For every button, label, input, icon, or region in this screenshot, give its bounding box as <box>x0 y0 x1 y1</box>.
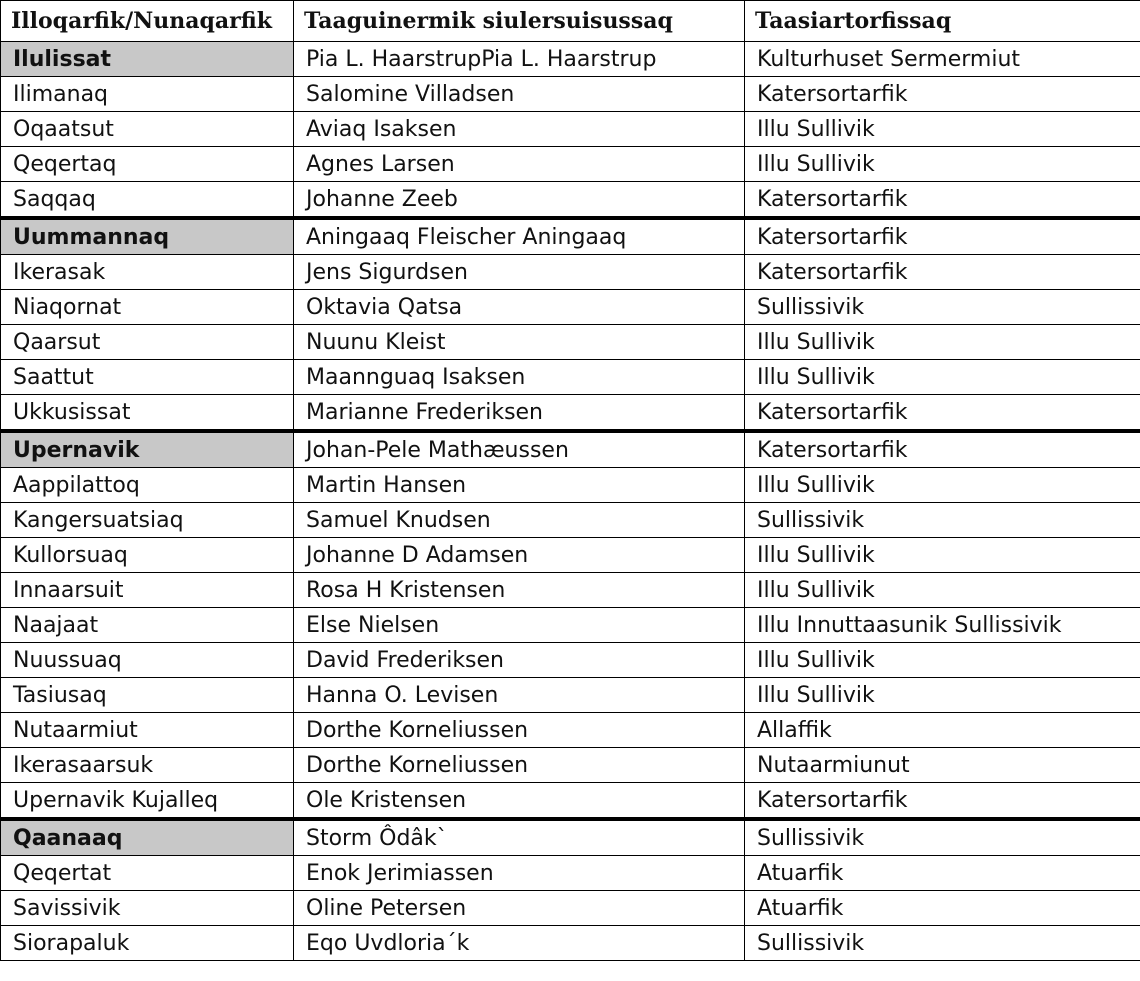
cell-place: Uummannaq <box>1 218 294 255</box>
cell-leader: Oline Petersen <box>294 891 745 926</box>
cell-leader: Johanne D Adamsen <box>294 538 745 573</box>
cell-leader: Ole Kristensen <box>294 783 745 820</box>
table-row-region <box>1 819 1140 856</box>
cell-leader: Storm Ôdâk` <box>294 819 745 856</box>
cell-venue: Sullissivik <box>745 926 1140 961</box>
cell-leader: Aviaq Isaksen <box>294 112 745 147</box>
cell-leader: Hanna O. Levisen <box>294 678 745 713</box>
cell-leader: Dorthe Korneliussen <box>294 713 745 748</box>
cell-place: Savissivik <box>1 891 294 926</box>
cell-place: Oqaatsut <box>1 112 294 147</box>
table-row <box>1 926 1140 961</box>
cell-leader: Johan-Pele Mathæussen <box>294 431 745 468</box>
cell-place: Upernavik <box>1 431 294 468</box>
table-row <box>1 112 1140 147</box>
cell-place: Qaanaaq <box>1 819 294 856</box>
cell-leader: David Frederiksen <box>294 643 745 678</box>
cell-leader: Martin Hansen <box>294 468 745 503</box>
cell-venue: Illu Sullivik <box>745 325 1140 360</box>
cell-leader: Maannguaq Isaksen <box>294 360 745 395</box>
cell-venue: Katersortarfik <box>745 395 1140 432</box>
cell-venue: Illu Sullivik <box>745 643 1140 678</box>
table-row <box>1 748 1140 783</box>
cell-venue: Kulturhuset Sermermiut <box>745 42 1140 77</box>
cell-place: Ilimanaq <box>1 77 294 112</box>
cell-place: Qeqertat <box>1 856 294 891</box>
cell-leader: Eqo Uvdloria´k <box>294 926 745 961</box>
cell-leader: Johanne Zeeb <box>294 182 745 219</box>
cell-venue: Sullissivik <box>745 819 1140 856</box>
table-row <box>1 395 1140 432</box>
cell-leader: Oktavia Qatsa <box>294 290 745 325</box>
table-row <box>1 503 1140 538</box>
table-body <box>1 42 1140 961</box>
cell-venue: Sullissivik <box>745 503 1140 538</box>
table-row <box>1 643 1140 678</box>
cell-venue: Illu Sullivik <box>745 678 1140 713</box>
cell-place: Tasiusaq <box>1 678 294 713</box>
cell-leader: Salomine Villadsen <box>294 77 745 112</box>
header-venue: Taasiartorfissaq <box>745 1 1140 42</box>
table-row-region <box>1 431 1140 468</box>
cell-place: Niaqornat <box>1 290 294 325</box>
table-row <box>1 290 1140 325</box>
cell-venue: Sullissivik <box>745 290 1140 325</box>
cell-place: Kangersuatsiaq <box>1 503 294 538</box>
table-row <box>1 255 1140 290</box>
cell-leader: Jens Sigurdsen <box>294 255 745 290</box>
cell-venue: Katersortarfik <box>745 218 1140 255</box>
cell-leader: Agnes Larsen <box>294 147 745 182</box>
cell-place: Qeqertaq <box>1 147 294 182</box>
cell-place: Saqqaq <box>1 182 294 219</box>
cell-place: Kullorsuaq <box>1 538 294 573</box>
table-row <box>1 713 1140 748</box>
table-row <box>1 891 1140 926</box>
table-row <box>1 360 1140 395</box>
cell-leader: Else Nielsen <box>294 608 745 643</box>
cell-venue: Atuarfik <box>745 891 1140 926</box>
header-leader: Taaguinermik siulersuisussaq <box>294 1 745 42</box>
cell-place: Aappilattoq <box>1 468 294 503</box>
table-row <box>1 783 1140 820</box>
cell-place: Qaarsut <box>1 325 294 360</box>
header-row <box>1 1 1140 42</box>
cell-venue: Illu Innuttaasunik Sullissivik <box>745 608 1140 643</box>
cell-leader: Nuunu Kleist <box>294 325 745 360</box>
cell-leader: Rosa H Kristensen <box>294 573 745 608</box>
cell-place: Siorapaluk <box>1 926 294 961</box>
table-row <box>1 856 1140 891</box>
cell-place: Ukkusissat <box>1 395 294 432</box>
cell-leader: Samuel Knudsen <box>294 503 745 538</box>
cell-venue: Illu Sullivik <box>745 538 1140 573</box>
cell-place: Ikerasaarsuk <box>1 748 294 783</box>
table-row <box>1 468 1140 503</box>
table-row <box>1 147 1140 182</box>
cell-place: Nuussuaq <box>1 643 294 678</box>
cell-venue: Illu Sullivik <box>745 147 1140 182</box>
cell-place: Ilulissat <box>1 42 294 77</box>
cell-leader: Enok Jerimiassen <box>294 856 745 891</box>
cell-venue: Allaffik <box>745 713 1140 748</box>
cell-venue: Katersortarfik <box>745 431 1140 468</box>
cell-venue: Katersortarfik <box>745 182 1140 219</box>
cell-place: Upernavik Kujalleq <box>1 783 294 820</box>
cell-venue: Katersortarfik <box>745 255 1140 290</box>
header-place: Illoqarfik/Nunaqarfik <box>1 1 294 42</box>
cell-leader: Marianne Frederiksen <box>294 395 745 432</box>
cell-leader: Pia L. HaarstrupPia L. Haarstrup <box>294 42 745 77</box>
table-row <box>1 538 1140 573</box>
cell-venue: Katersortarfik <box>745 783 1140 820</box>
cell-venue: Atuarfik <box>745 856 1140 891</box>
cell-venue: Illu Sullivik <box>745 112 1140 147</box>
table-row <box>1 182 1140 219</box>
cell-place: Innaarsuit <box>1 573 294 608</box>
cell-leader: Aningaaq Fleischer Aningaaq <box>294 218 745 255</box>
cell-venue: Illu Sullivik <box>745 573 1140 608</box>
table-row <box>1 678 1140 713</box>
table-row-region <box>1 42 1140 77</box>
cell-venue: Nutaarmiunut <box>745 748 1140 783</box>
cell-place: Naajaat <box>1 608 294 643</box>
table-row <box>1 608 1140 643</box>
cell-venue: Illu Sullivik <box>745 360 1140 395</box>
cell-leader: Dorthe Korneliussen <box>294 748 745 783</box>
cell-place: Ikerasak <box>1 255 294 290</box>
cell-venue: Illu Sullivik <box>745 468 1140 503</box>
table-row-region <box>1 218 1140 255</box>
cell-place: Nutaarmiut <box>1 713 294 748</box>
table-row <box>1 573 1140 608</box>
table-row <box>1 325 1140 360</box>
table-row <box>1 77 1140 112</box>
cell-venue: Katersortarfik <box>745 77 1140 112</box>
cell-place: Saattut <box>1 360 294 395</box>
